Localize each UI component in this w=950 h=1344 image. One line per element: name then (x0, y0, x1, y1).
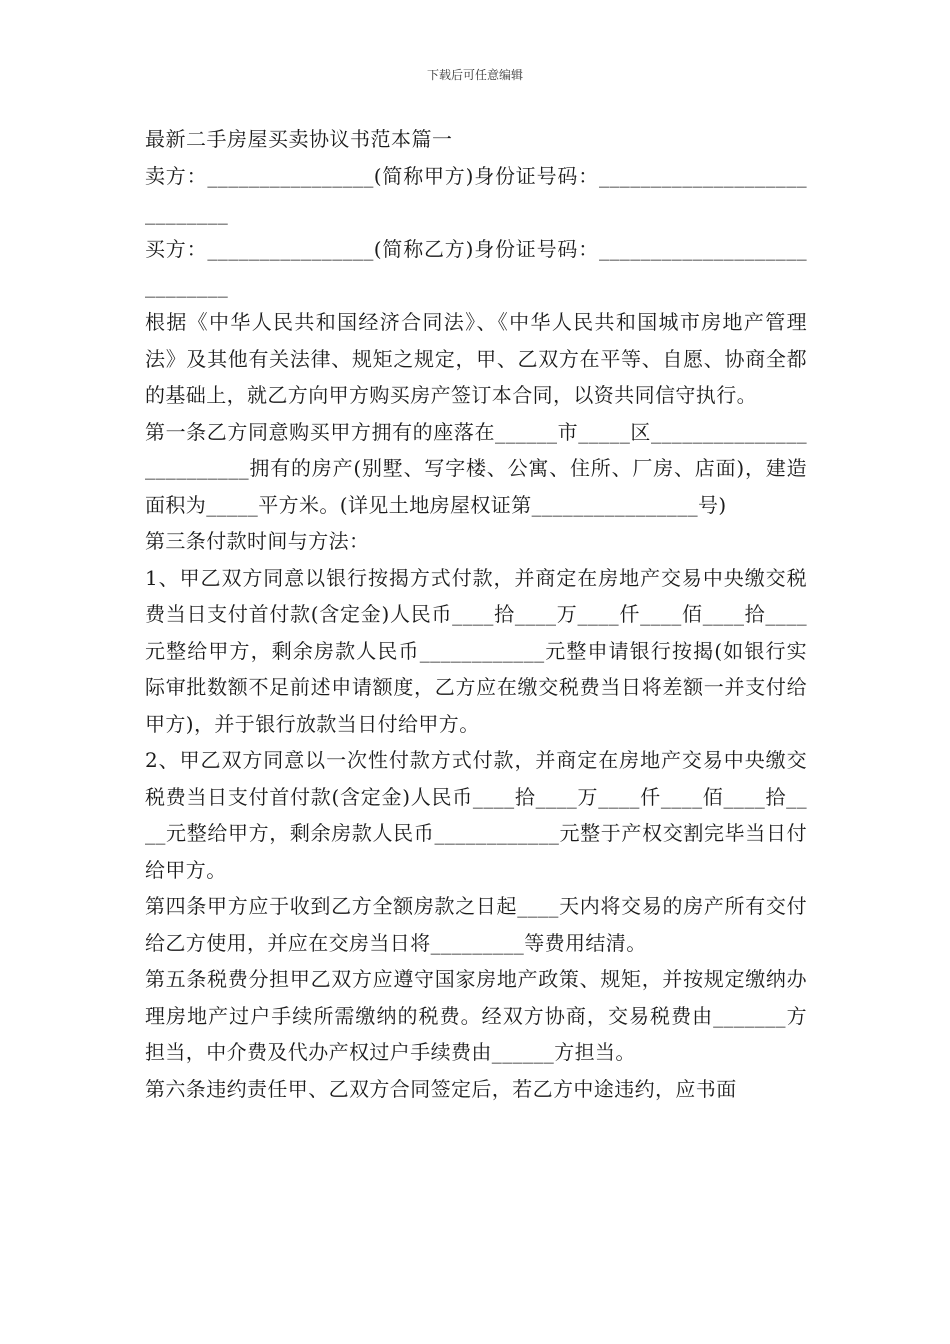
article-5-paragraph: 第五条税费分担甲乙双方应遵守国家房地产政策、规矩，并按规定缴纳办理房地产过户手续所需缴纳的税费。经双方协商，交易税费由_______方担当，中介费及代办产权过户手续费由______方担当。 (145, 967, 807, 1064)
article-4-paragraph: 第四条甲方应于收到乙方全额房款之日起____天内将交易的房产所有交付给乙方使用，并应在交房当日将_________等费用结清。 (145, 894, 807, 955)
article-6-paragraph: 第六条违约责任甲、乙双方合同签定后，若乙方中途违约，应书面 (145, 1076, 737, 1101)
document-title: 最新二手房屋买卖协议书范本篇一 (145, 127, 453, 151)
page-header: 下载后可任意编辑 (426, 68, 523, 82)
preamble-paragraph: 根据《中华人民共和国经济合同法》、《中华人民共和国城市房地产管理法》及其他有关法律、规矩之规定，甲、乙双方在平等、自愿、协商全都的基础上，就乙方向甲方购买房产签订本合同，以资共同信守执行。 (145, 310, 807, 407)
article-3-item-1: 1、甲乙双方同意以银行按揭方式付款，并商定在房地产交易中央缴交税费当日支付首付款(含定金)人民币____拾____万____仟____佰____拾____元整给甲方，剩余房款人民币____________元整申请银行按揭(如银行实际审批数额不足前述申请额度，乙方应在缴交税费当日将差额一并支付给甲方)，并于银行放款当日付给甲方。 (145, 565, 807, 736)
article-3-item-2: 2、甲乙双方同意以一次性付款方式付款，并商定在房地产交易中央缴交税费当日支付首付款(含定金)人民币____拾____万____仟____佰____拾____元整给甲方，剩余房款人民币____________元整于产权交割完毕当日付给甲方。 (145, 748, 807, 882)
article-3-heading: 第三条付款时间与方法： (145, 529, 370, 553)
buyer-line: 买方：________________(简称乙方)身份证号码：____________________________ (145, 237, 807, 298)
seller-line: 卖方：________________(简称甲方)身份证号码：____________________________ (145, 164, 807, 225)
document-body (145, 120, 807, 1107)
article-1-paragraph: 第一条乙方同意购买甲方拥有的座落在______市_____区_________________________拥有的房产(别墅、写字楼、公寓、住所、厂房、店面)，建造面积为_____平方米。(详见土地房屋权证第________________号) (145, 419, 807, 517)
